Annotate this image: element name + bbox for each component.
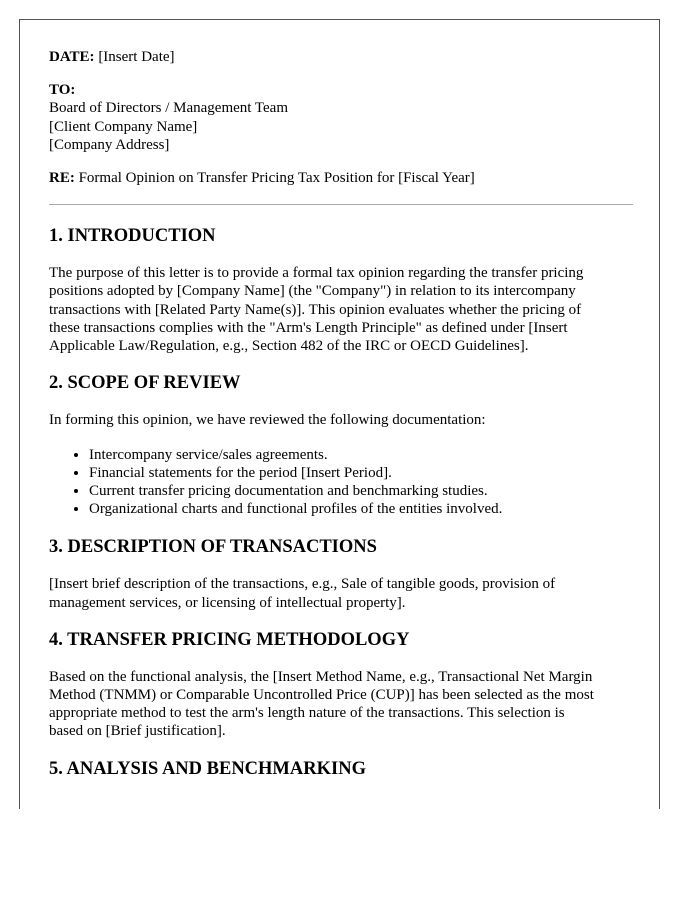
list-item: • Organizational charts and functional profiles of the entities involved. bbox=[89, 500, 633, 518]
introduction-paragraph bbox=[49, 264, 633, 355]
list-item: • Intercompany service/sales agreements. bbox=[89, 446, 633, 464]
scope-intro: In forming this opinion, we have reviewed the following documentation: bbox=[49, 412, 486, 429]
section-heading-introduction: 1. INTRODUCTION bbox=[49, 226, 216, 247]
divider bbox=[49, 204, 633, 205]
transactions-paragraph bbox=[49, 575, 633, 611]
methodology-paragraph bbox=[49, 668, 633, 741]
section-heading-scope: 2. SCOPE OF REVIEW bbox=[49, 373, 241, 394]
paragraph-line: appropriate method to test the arm's length nature of the transactions. This selection is bbox=[49, 705, 565, 722]
list-item: • Financial statements for the period [Insert Period]. bbox=[89, 464, 633, 482]
list-item: • Current transfer pricing documentation and benchmarking studies. bbox=[89, 482, 633, 500]
recipient-block bbox=[49, 81, 633, 154]
paragraph-line: Applicable Law/Regulation, e.g., Section 482 of the IRC or OECD Guidelines]. bbox=[49, 338, 529, 355]
section-heading-analysis: 5. ANALYSIS AND BENCHMARKING bbox=[49, 758, 366, 779]
date-value: [Insert Date] bbox=[98, 49, 175, 65]
to-label: TO: bbox=[49, 82, 76, 99]
subject-line bbox=[49, 169, 633, 187]
re-label: RE: bbox=[49, 170, 75, 187]
section-heading-transactions: 3. DESCRIPTION OF TRANSACTIONS bbox=[49, 537, 377, 558]
recipient-line: [Client Company Name] bbox=[49, 118, 198, 135]
paragraph-line: these transactions complies with the "Arm's Length Principle" as defined under [Insert bbox=[49, 319, 568, 336]
letter-page bbox=[19, 19, 660, 809]
re-value: Formal Opinion on Transfer Pricing Tax Position for [Fiscal Year] bbox=[78, 170, 475, 187]
date-line bbox=[49, 48, 633, 66]
paragraph-line: management services, or licensing of intellectual property]. bbox=[49, 594, 406, 611]
recipient-line: Board of Directors / Management Team bbox=[49, 100, 289, 117]
paragraph-line: [Insert brief description of the transactions, e.g., Sale of tangible goods, provision of bbox=[49, 576, 556, 593]
paragraph-line: The purpose of this letter is to provide a formal tax opinion regarding the transfer pricing bbox=[49, 265, 584, 282]
recipient-line: [Company Address] bbox=[49, 136, 170, 153]
section-heading-methodology: 4. TRANSFER PRICING METHODOLOGY bbox=[49, 629, 410, 650]
date-label: DATE: bbox=[49, 49, 95, 65]
paragraph-line: transactions with [Related Party Name(s)]. This opinion evaluates whether the pricing of bbox=[49, 301, 582, 318]
documentation-list bbox=[49, 446, 633, 518]
letter-content bbox=[49, 48, 633, 797]
paragraph-line: positions adopted by [Company Name] (the "Company") in relation to its intercompany bbox=[49, 283, 576, 300]
paragraph-line: Based on the functional analysis, the [Insert Method Name, e.g., Transactional Net Margin bbox=[49, 668, 593, 685]
paragraph-line: Method (TNMM) or Comparable Uncontrolled Price (CUP)] has been selected as the most bbox=[49, 687, 594, 704]
paragraph-line: based on [Brief justification]. bbox=[49, 723, 226, 740]
